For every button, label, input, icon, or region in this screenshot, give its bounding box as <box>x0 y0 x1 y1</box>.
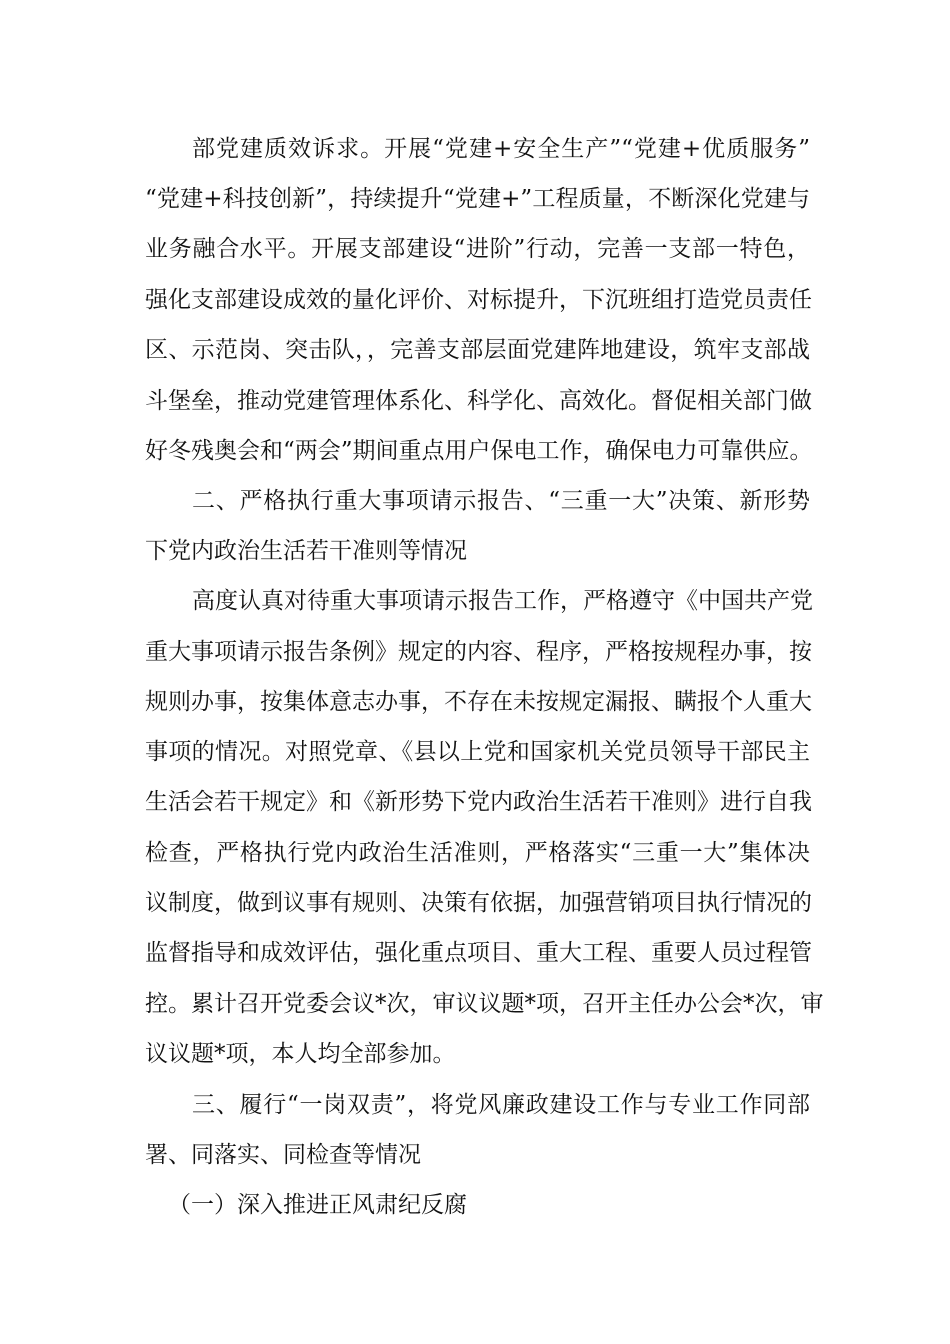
text-line: 业务融合水平。开展支部建设“进阶”行动，完善一支部一特色， <box>145 236 810 262</box>
text-line: 事项的情况。对照党章、《县以上党和国家机关党员领导干部民主 <box>145 739 810 765</box>
text-line: 监督指导和成效评估，强化重点项目、重大工程、重要人员过程管 <box>145 940 812 966</box>
text-line: “党建+科技创新”，持续提升“党建+”工程质量，不断深化党建与 <box>145 186 810 212</box>
text-line: 重大事项请示报告条例》规定的内容、程序，严格按规程办事，按 <box>145 639 812 665</box>
text-line: 高度认真对待重大事项请示报告工作，严格遵守《中国共产党 <box>192 588 813 614</box>
text-line: 检查，严格执行党内政治生活准则，严格落实“三重一大”集体决 <box>145 840 810 866</box>
text-line: 生活会若干规定》和《新形势下党内政治生活若干准则》进行自我 <box>145 789 812 815</box>
text-line: 好冬残奥会和“两会”期间重点用户保电工作，确保电力可靠供应。 <box>145 438 813 464</box>
text-line: 规则办事，按集体意志办事，不存在未按规定漏报、瞒报个人重大 <box>145 689 812 715</box>
subsection-heading: （一）深入推进正风肃纪反腐 <box>168 1192 467 1218</box>
section-heading-3-line: 三、履行“一岗双责”，将党风廉政建设工作与专业工作同部 <box>192 1092 810 1118</box>
text-line: 区、示范岗、突击队，，完善支部层面党建阵地建设，筑牢支部战 <box>145 337 810 363</box>
text-line: 部党建质效诉求。开展“党建+安全生产”“党建+优质服务” <box>192 136 810 162</box>
text-line: 议制度，做到议事有规则、决策有依据，加强营销项目执行情况的 <box>145 890 812 916</box>
section-heading-3-line: 署、同落实、同检查等情况 <box>145 1142 421 1168</box>
section-heading-2-line: 下党内政治生活若干准则等情况 <box>145 538 467 564</box>
text-line: 强化支部建设成效的量化评价、对标提升，下沉班组打造党员责任 <box>145 287 812 313</box>
text-line: 斗堡垒，推动党建管理体系化、科学化、高效化。督促相关部门做 <box>145 388 812 414</box>
section-heading-2-line: 二、严格执行重大事项请示报告、“三重一大”决策、新形势 <box>192 488 810 514</box>
text-line: 控。累计召开党委会议*次，审议议题*项，召开主任办公会*次，审 <box>145 991 824 1017</box>
text-line: 议议题*项，本人均全部参加。 <box>145 1041 456 1067</box>
